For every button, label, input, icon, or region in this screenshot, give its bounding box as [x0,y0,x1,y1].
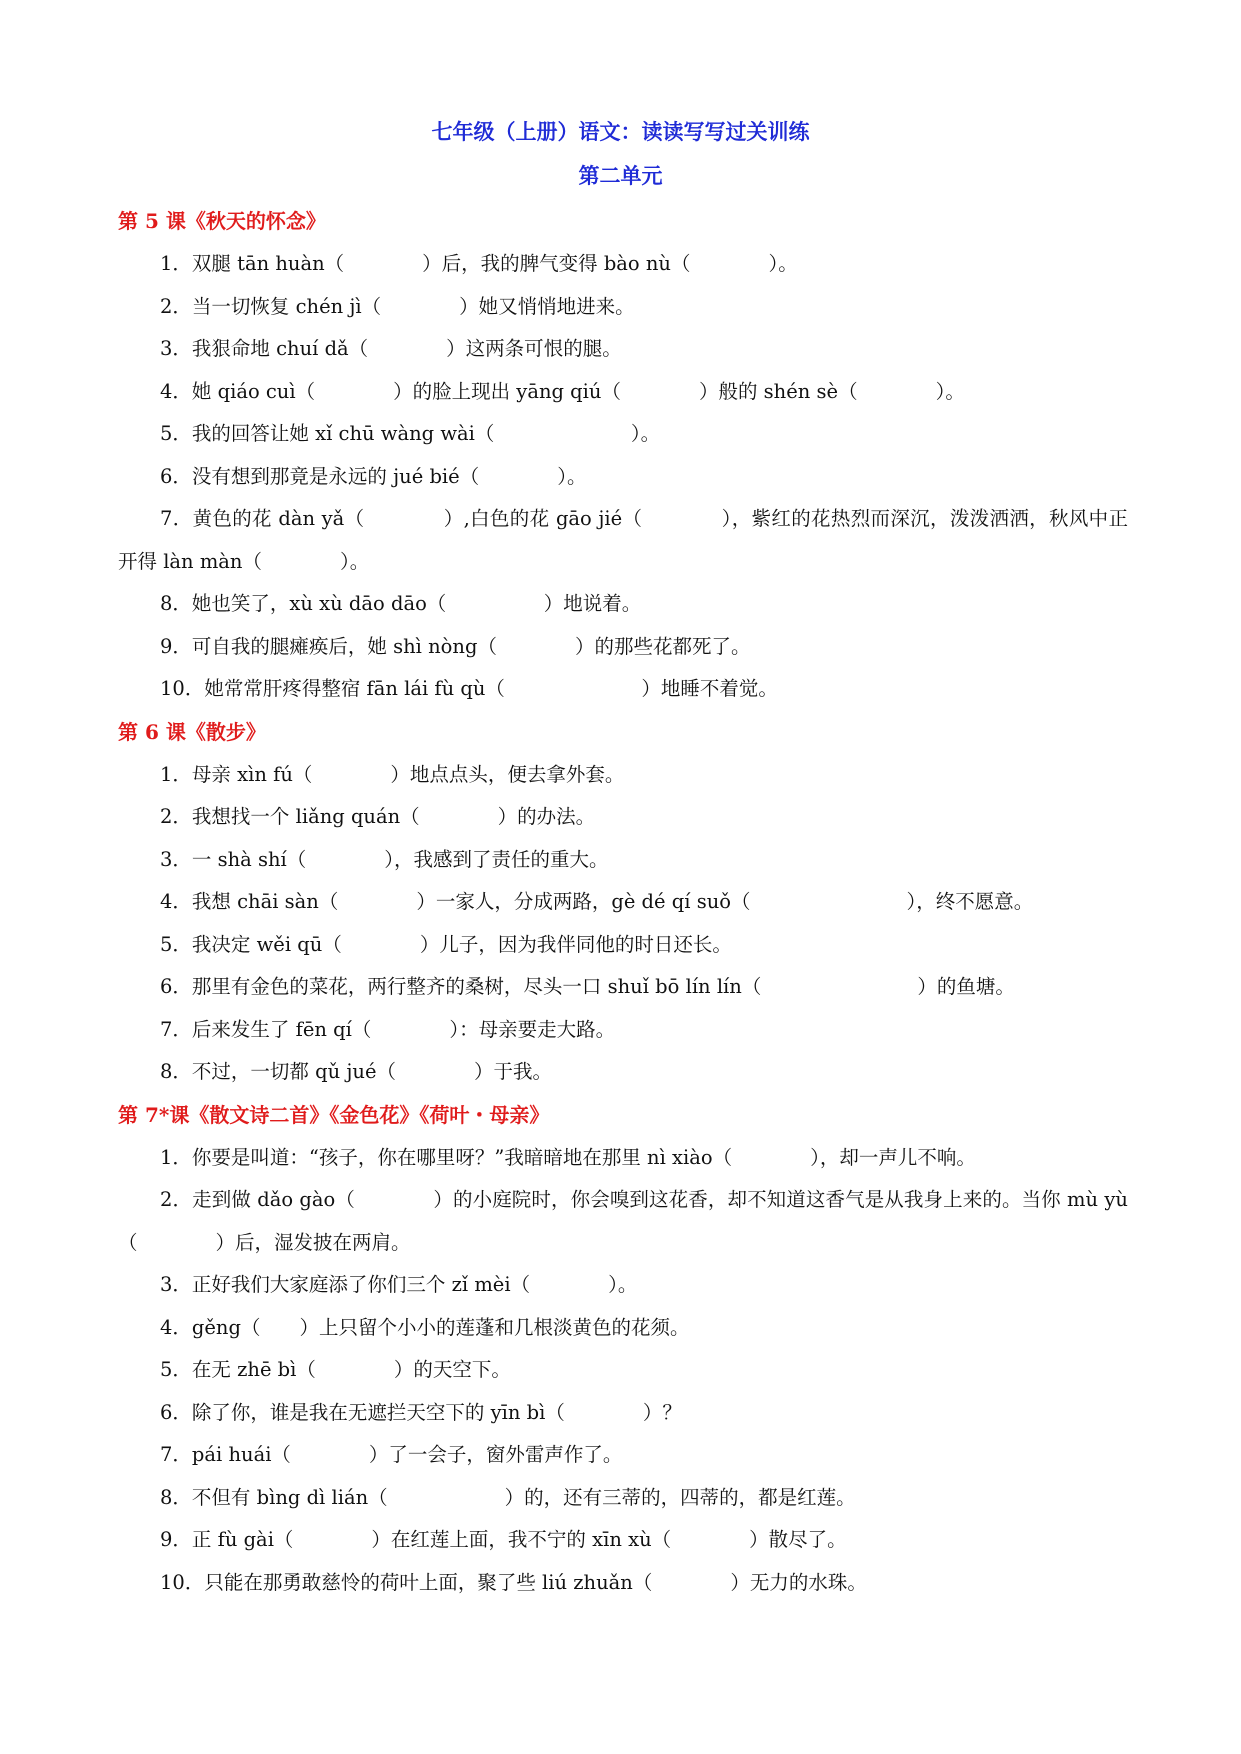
exercise-item: 6．那里有金色的菜花，两行整齐的桑树，尽头一口 shuǐ bō lín lín（ ）的鱼塘。 [160,975,1015,998]
exercise-item: 4．gěng（ ）上只留个小小的莲蓬和几根淡黄色的花须。 [160,1315,690,1339]
exercise-item: 2．走到做 dǎo gào（ ）的小庭院时，你会嗅到这花香，却不知道这香气是从我身上来的。当你 mù yù（ ）后，湿发披在两肩。 [118,1188,1128,1254]
exercise-item: 3．一 shà shí（ ），我感到了责任的重大。 [160,847,609,871]
exercise-item: 3．正好我们大家庭添了你们三个 zǐ mèi（ ）。 [160,1273,638,1296]
exercise-item: 4．她 qiáo cuì（ ）的脸上现出 yāng qiú（ ）般的 shén sè（ ）。 [160,379,965,403]
page-title: 七年级（上册）语文：读读写写过关训练 [431,119,810,144]
lesson-heading: 第 7*课《散文诗二首》《金色花》《荷叶・母亲》 [118,1102,550,1127]
exercise-item: 8．她也笑了，xù xù dāo dāo（ ）地说着。 [160,592,642,615]
exercise-item: 7．后来发生了 fēn qí（ ）：母亲要走大路。 [160,1017,616,1041]
exercise-item: 1．母亲 xìn fú（ ）地点点头，便去拿外套。 [160,762,625,786]
exercise-content [118,200,1128,1604]
exercise-item: 8．不过，一切都 qǔ jué（ ）于我。 [160,1060,552,1083]
exercise-item: 1．你要是叫道：“孩子，你在哪里呀？”我暗暗地在那里 nì xiào（ ），却一声儿不响。 [160,1145,976,1169]
exercise-item: 5．在无 zhē bì（ ）的天空下。 [160,1358,511,1381]
exercise-item: 2．我想找一个 liǎng quán（ ）的办法。 [160,805,596,828]
exercise-item: 7．黄色的花 dàn yǎ（ ）,白色的花 gāo jié（ ），紫红的花热烈而深沉，泼泼洒洒，秋风中正开得 làn màn（ ）。 [118,507,1128,573]
exercise-item: 6．除了你，谁是我在无遮拦天空下的 yīn bì（ ）？ [160,1400,682,1424]
exercise-item: 3．我狠命地 chuí dǎ（ ）这两条可恨的腿。 [160,337,622,360]
exercise-item: 6．没有想到那竟是永远的 jué bié（ ）。 [160,464,587,488]
exercise-item: 7．pái huái（ ）了一会子，窗外雷声作了。 [160,1443,623,1466]
lesson-heading: 第 5 课《秋天的怀念》 [118,209,326,233]
exercise-item: 9．可自我的腿瘫痪后，她 shì nòng（ ）的那些花都死了。 [160,634,751,658]
unit-subtitle: 第二单元 [578,163,663,188]
lesson-heading: 第 6 课《散步》 [118,719,266,744]
exercise-item: 2．当一切恢复 chén jì（ ）她又悄悄地进来。 [160,294,635,318]
exercise-item: 5．我的回答让她 xǐ chū wàng wài（ ）。 [160,422,661,445]
exercise-item: 10．只能在那勇敢慈怜的荷叶上面，聚了些 liú zhuǎn（ ）无力的水珠。 [160,1570,867,1594]
exercise-item: 9．正 fù gài（ ）在红莲上面，我不宁的 xīn xù（ ）散尽了。 [160,1528,847,1551]
exercise-item: 8．不但有 bìng dì lián（ ）的，还有三蒂的，四蒂的，都是红莲。 [160,1485,856,1509]
exercise-item: 4．我想 chāi sàn（ ）一家人，分成两路，gè dé qí suǒ（ ），终不愿意。 [160,890,1034,913]
exercise-item: 1．双腿 tān huàn（ ）后，我的脾气变得 bào nù（ ）。 [160,252,798,275]
exercise-item: 5．我决定 wěi qū（ ）儿子，因为我伴同他的时日还长。 [160,932,732,956]
exercise-item: 10．她常常肝疼得整宿 fān lái fù qù（ ）地睡不着觉。 [160,677,778,700]
